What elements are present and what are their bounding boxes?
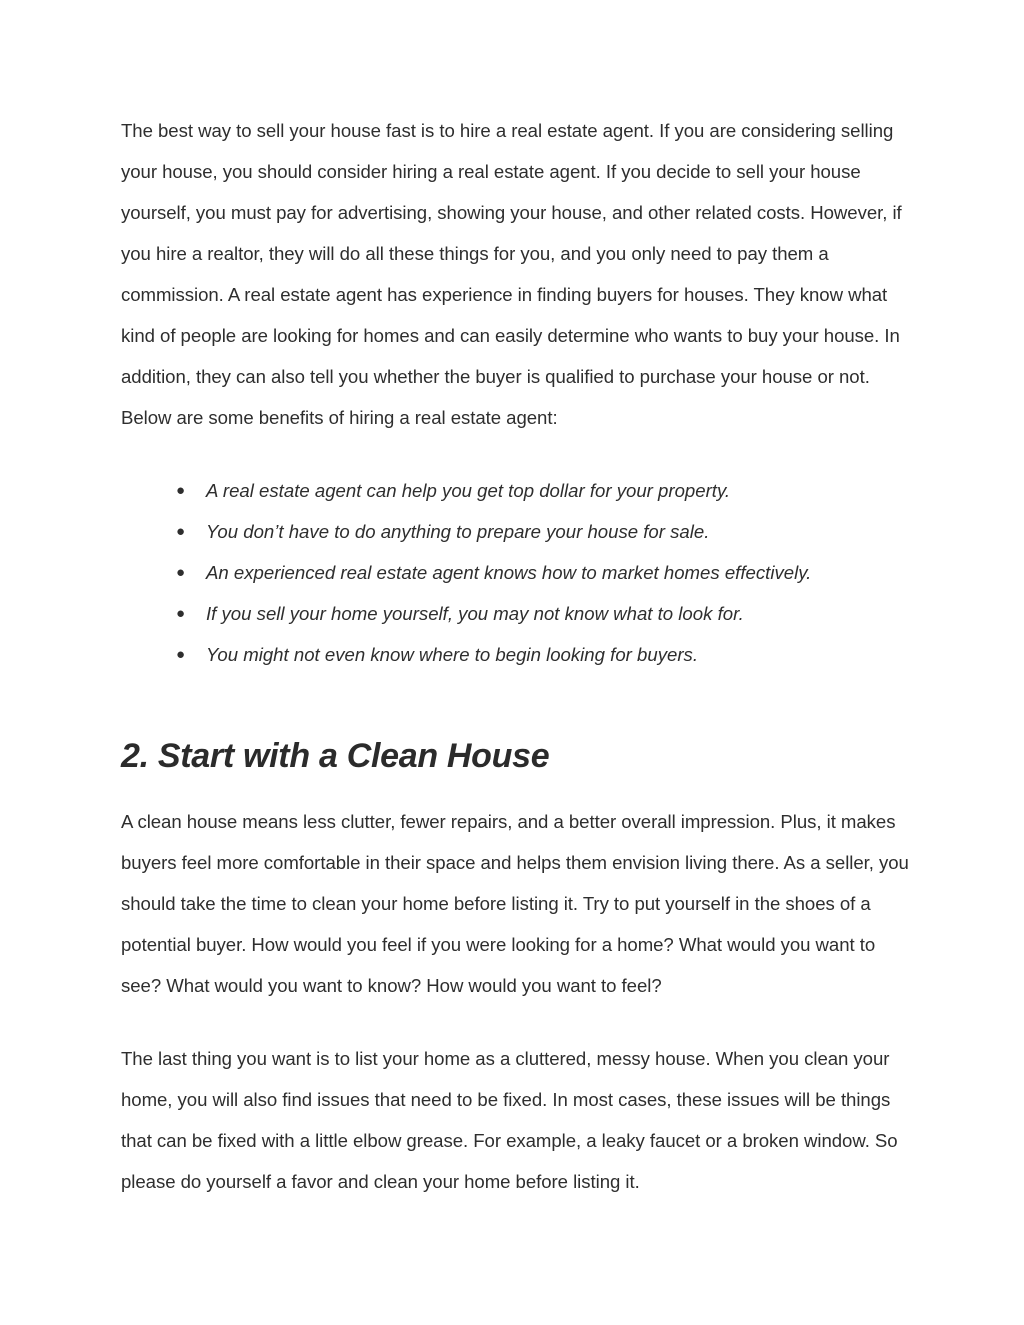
list-item xyxy=(121,593,911,634)
section-heading: 2. Start with a Clean House xyxy=(121,737,550,775)
bullet-icon: ● xyxy=(176,523,186,540)
list-item xyxy=(121,511,911,552)
list-item-text: An experienced real estate agent knows how to market homes effectively. xyxy=(206,562,812,583)
bullet-icon: ● xyxy=(176,564,186,581)
section-paragraph: A clean house means less clutter, fewer repairs, and a better overall impression. Plus, it makes buyers feel more comfortable in their space and helps them envision living there. As a seller, you should take the time to clean your home before listing it. Try to put yourself in the shoes of a potential buyer. How would you feel if you were looking for a home? What would you want to see? What would you want to know? How would you want to feel? xyxy=(121,811,909,996)
list-item xyxy=(121,470,911,511)
list-item xyxy=(121,552,911,593)
list-item-text: You might not even know where to begin looking for buyers. xyxy=(206,644,698,665)
bullet-icon: ● xyxy=(176,605,186,622)
bullet-icon: ● xyxy=(176,646,186,663)
list-item-text: A real estate agent can help you get top dollar for your property. xyxy=(206,480,731,501)
list-item xyxy=(121,634,911,675)
bullet-icon: ● xyxy=(176,482,186,499)
section-paragraph: The last thing you want is to list your home as a cluttered, messy house. When you clean your home, you will also find issues that need to be fixed. In most cases, these issues will be things that can be fixed with a little elbow grease. For example, a leaky faucet or a broken window. So please do yourself a favor and clean your home before listing it. xyxy=(121,1048,898,1192)
list-item-text: If you sell your home yourself, you may not know what to look for. xyxy=(206,603,744,624)
benefits-list xyxy=(121,470,911,675)
intro-paragraph: The best way to sell your house fast is to hire a real estate agent. If you are considering selling your house, you should consider hiring a real estate agent. If you decide to sell your house yourself, you must pay for advertising, showing your house, and other related costs. However, if you hire a realtor, they will do all these things for you, and you only need to pay them a commission. A real estate agent has experience in finding buyers for houses. They know what kind of people are looking for homes and can easily determine who wants to buy your house. In addition, they can also tell you whether the buyer is qualified to purchase your house or not. Below are some benefits of hiring a real estate agent: xyxy=(121,120,902,428)
document-page xyxy=(121,110,911,1202)
list-item-text: You don’t have to do anything to prepare your house for sale. xyxy=(206,521,710,542)
